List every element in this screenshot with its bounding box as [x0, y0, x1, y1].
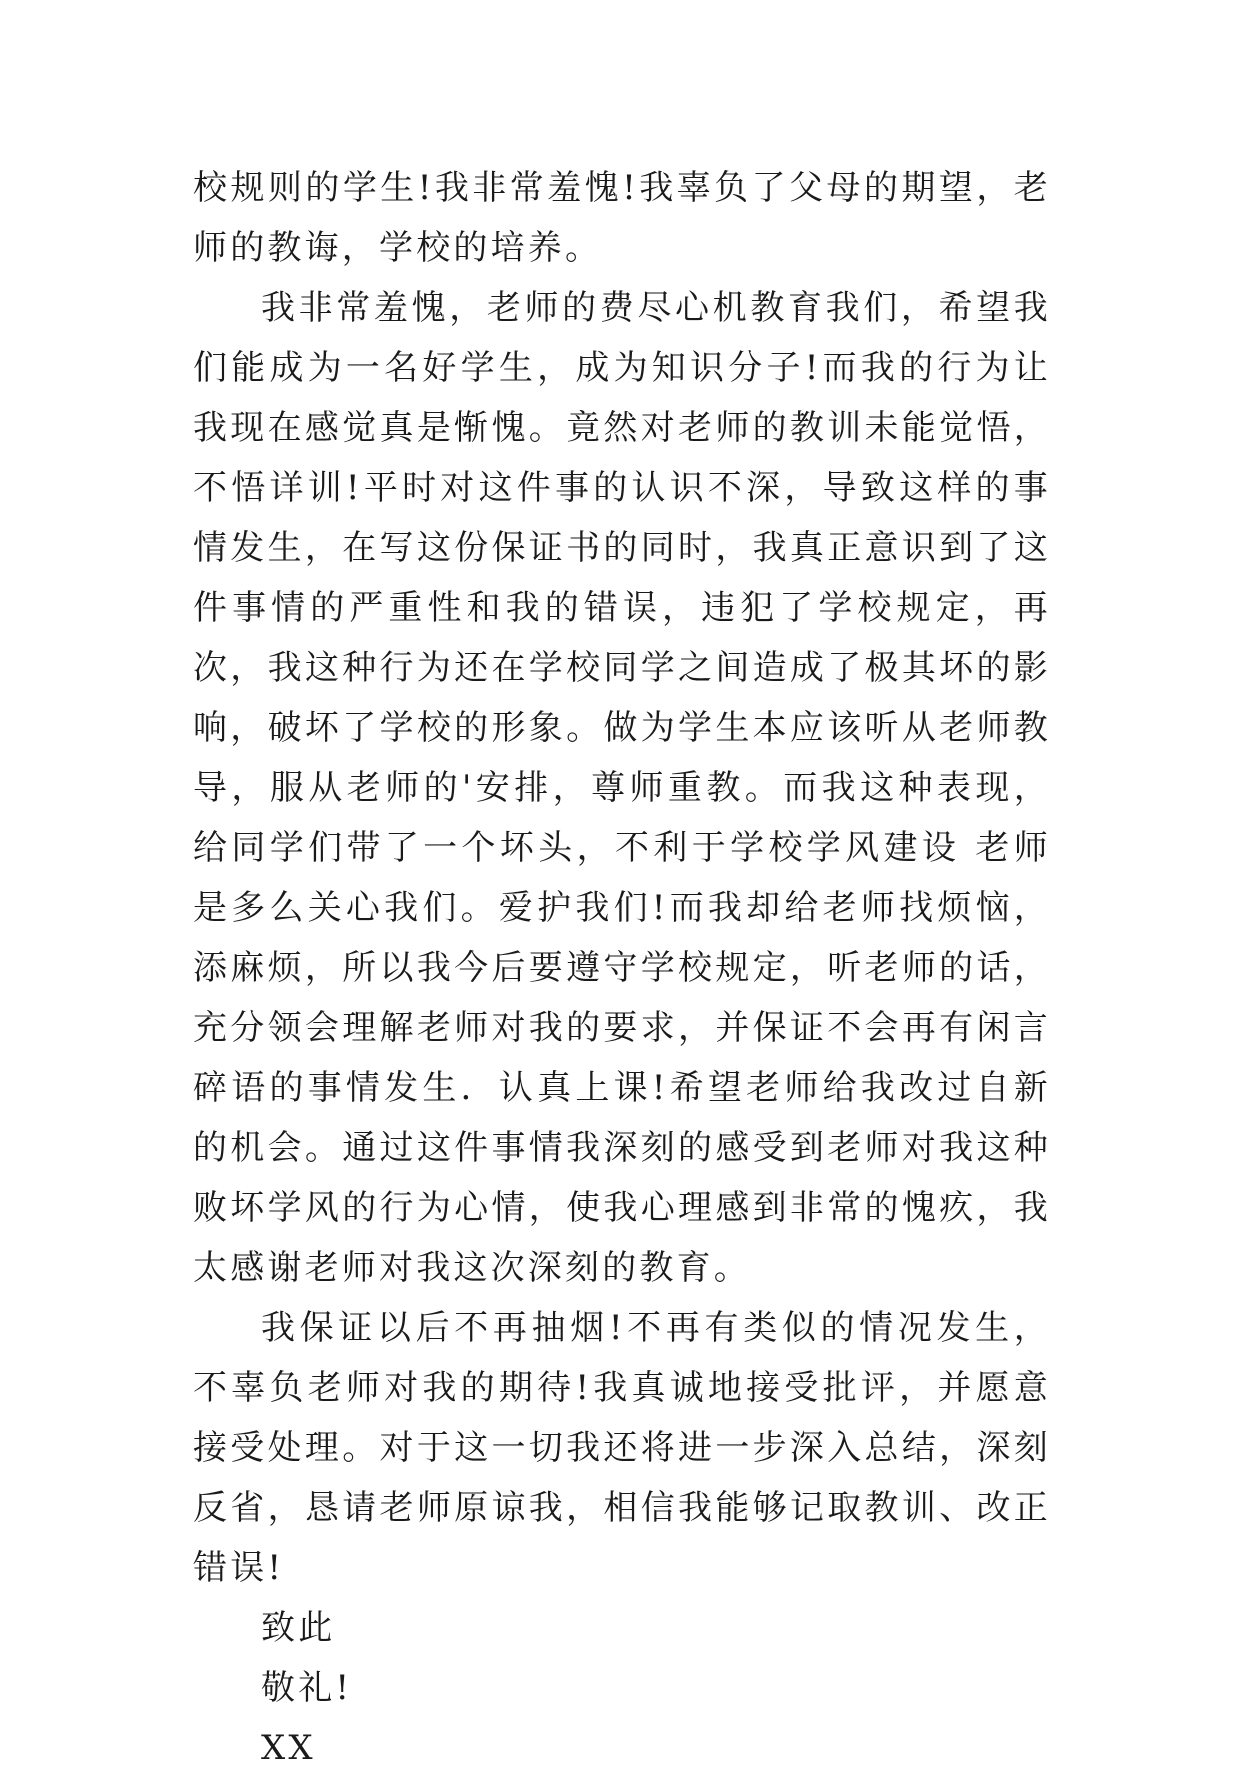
- paragraph-3: 我保证以后不再抽烟!不再有类似的情况发生，不辜负老师对我的期待!我真诚地接受批评，并愿意接受处理。对于这一切我还将进一步深入总结，深刻反省，恳请老师原谅我，相信我能够记取教训、改正错误!: [193, 1308, 1051, 1588]
- paragraph-1: 校规则的学生!我非常羞愧!我辜负了父母的期望，老师的教诲，学校的培养。: [193, 168, 1051, 268]
- closing-salutation: 致此: [261, 1608, 336, 1648]
- signature: XX: [261, 1728, 316, 1768]
- paragraph-2: 我非常羞愧，老师的费尽心机教育我们，希望我们能成为一名好学生，成为知识分子!而我的行为让我现在感觉真是惭愧。竟然对老师的教训未能觉悟，不悟详训!平时对这件事的认识不深，导致这样的事情发生，在写这份保证书的同时，我真正意识到了这件事情的严重性和我的错误，违犯了学校规定，再次，我这种行为还在学校同学之间造成了极其坏的影响，破坏了学校的形象。做为学生本应该听从老师教导，服从老师的'安排，尊师重教。而我这种表现，给同学们带了一个坏头，不利于学校学风建设 老师是多么关心我们。爱护我们!而我却给老师找烦恼，添麻烦，所以我今后要遵守学校规定，听老师的话，充分领会理解老师对我的要求，并保证不会再有闲言碎语的事情发生．认真上课!希望老师给我改过自新的机会。通过这件事情我深刻的感受到老师对我这种败坏学风的行为心情，使我心理感到非常的愧疚，我太感谢老师对我这次深刻的教育。: [193, 288, 1051, 1288]
- closing-regards: 敬礼!: [261, 1668, 353, 1708]
- document-page: [193, 158, 1051, 1778]
